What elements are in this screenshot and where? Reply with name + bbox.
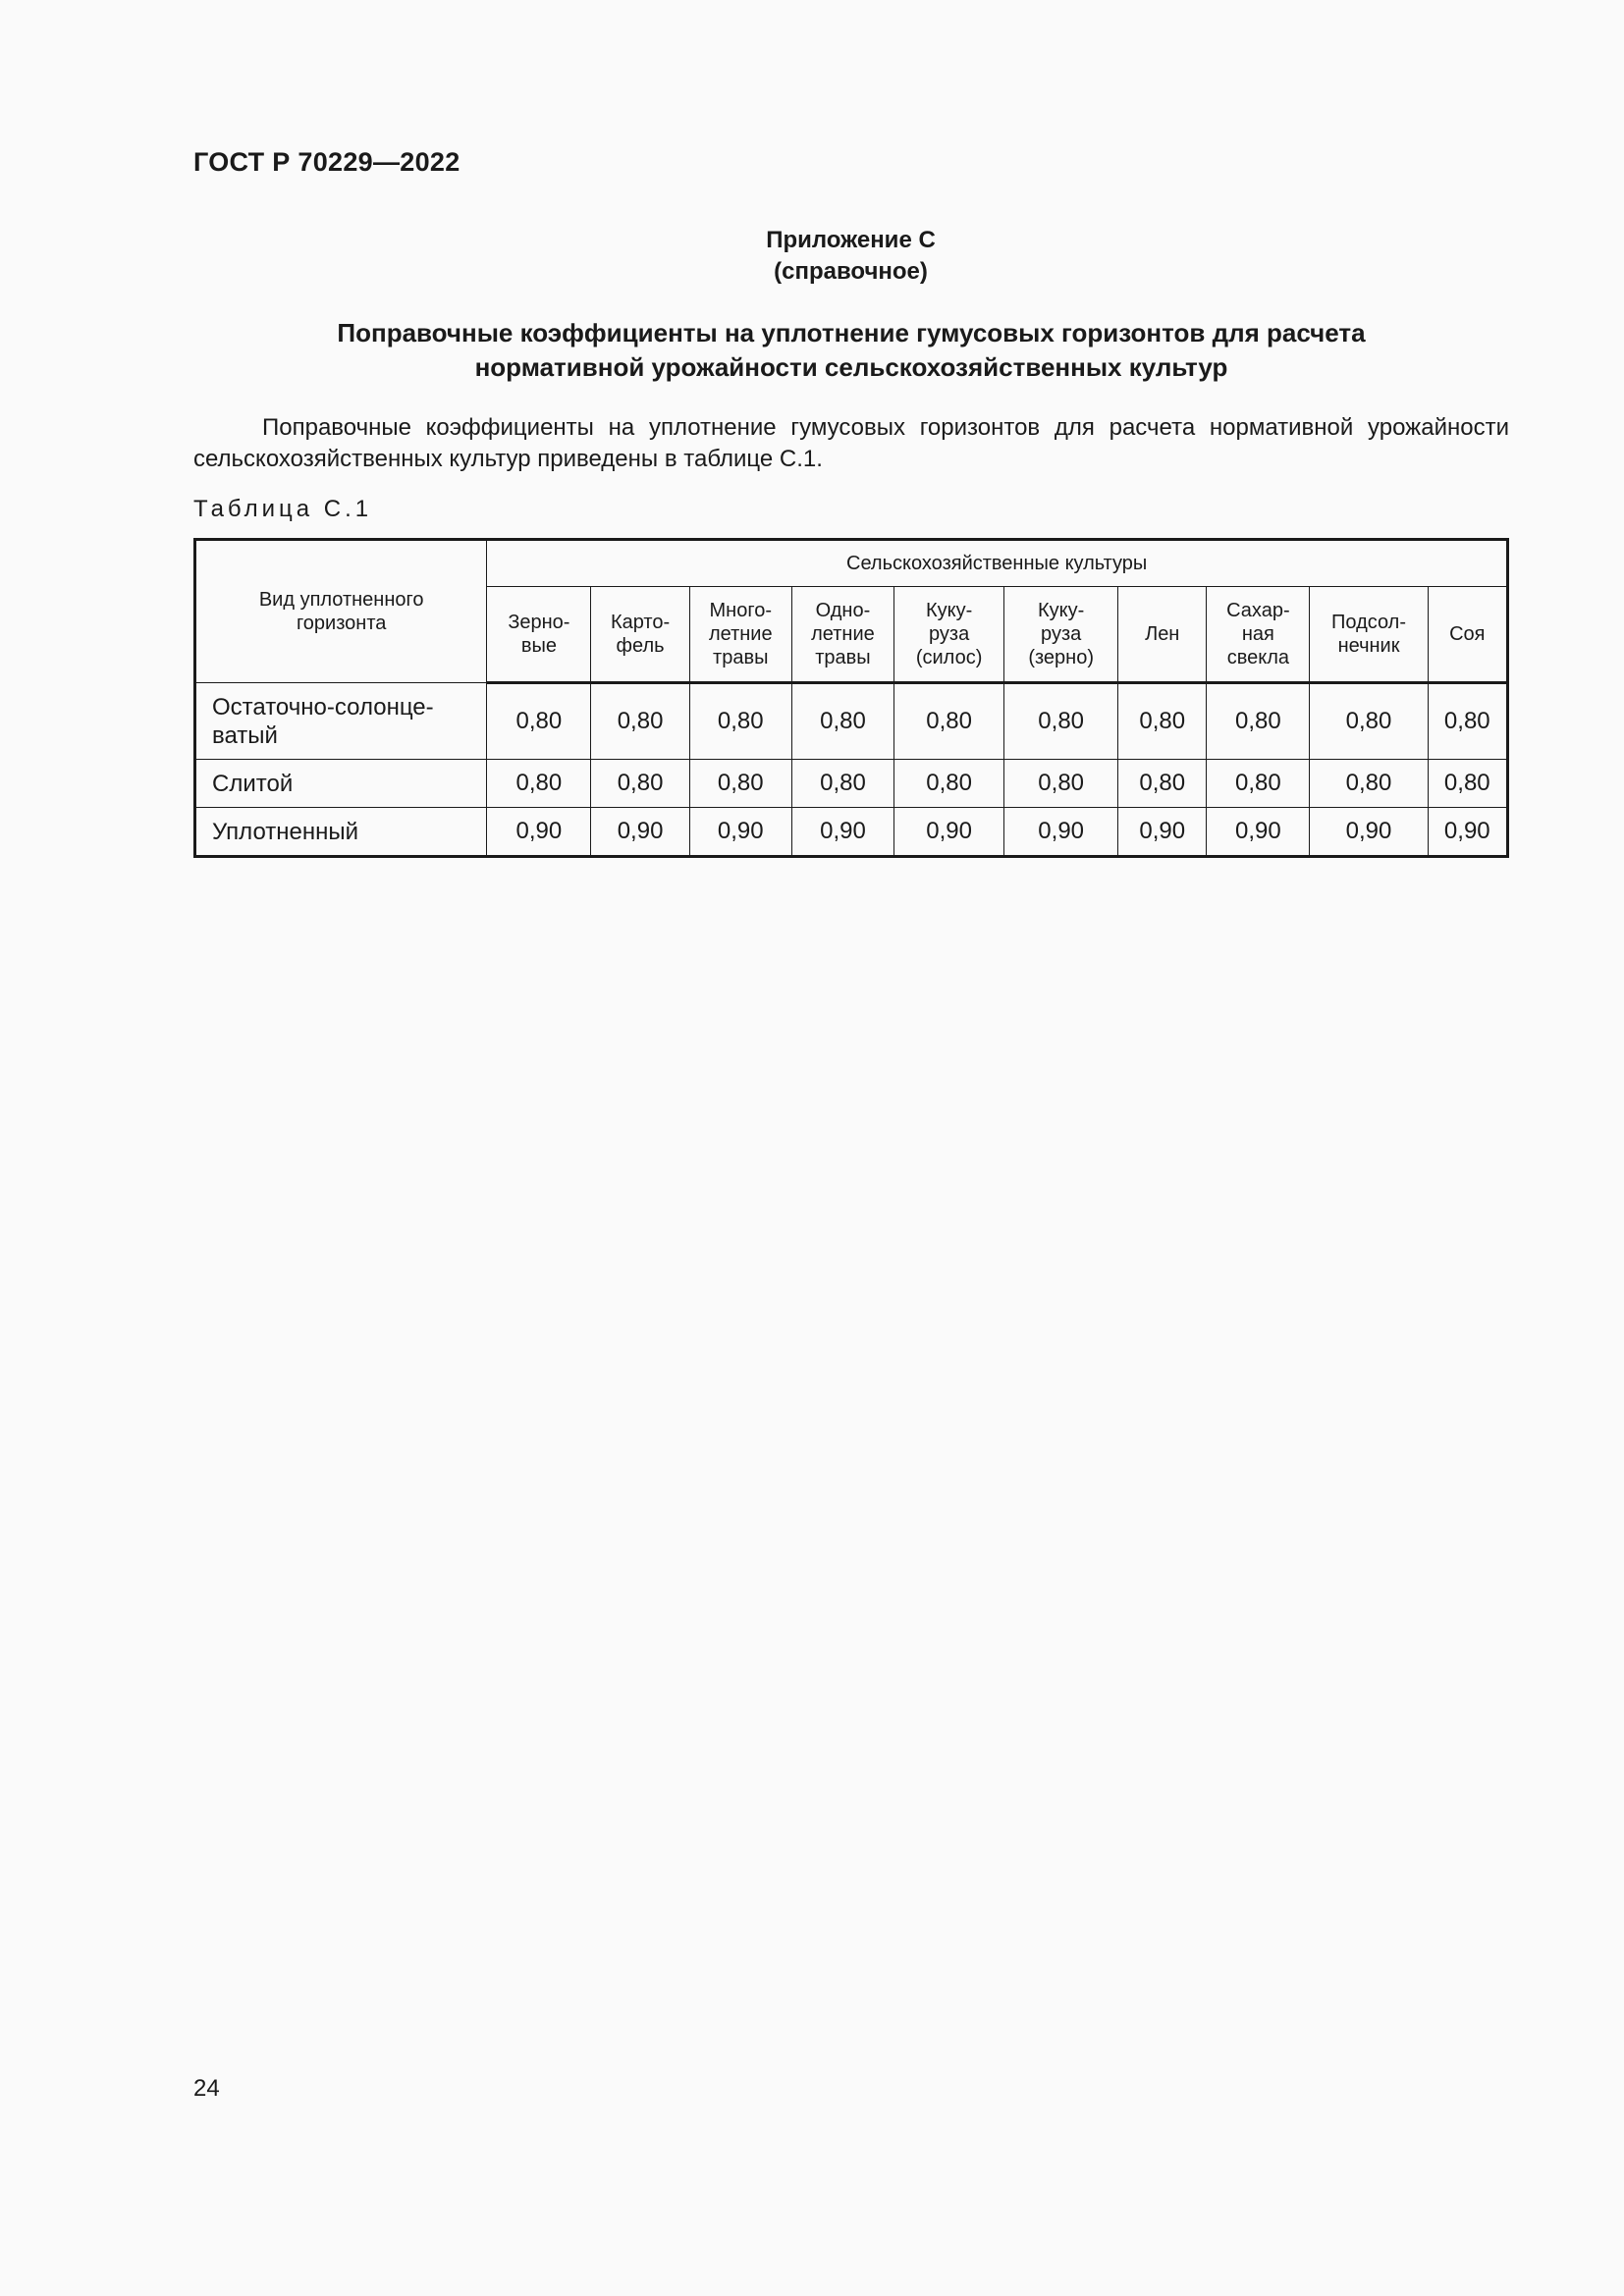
appendix-type: (справочное) xyxy=(774,258,928,285)
horizon-name-cell xyxy=(195,760,487,808)
coefficient-cell: 0,80 xyxy=(1310,760,1428,808)
column-header-line: (силос) xyxy=(915,647,983,668)
horizon-name-line: Остаточно-солонце- xyxy=(212,693,434,721)
page-number: 24 xyxy=(193,2075,220,2102)
appendix-title-line-1: Поправочные коэффициенты на уплотнение гумусовых горизонтов для расчета xyxy=(337,318,1366,347)
coefficient-cell: 0,80 xyxy=(591,760,689,808)
table-row xyxy=(195,808,1508,857)
horizon-name-line: ватый xyxy=(212,721,278,749)
coefficient-cell: 0,80 xyxy=(1118,760,1207,808)
coefficient-cell: 0,90 xyxy=(1118,808,1207,857)
appendix-title xyxy=(193,316,1509,385)
horizon-name-line: Слитой xyxy=(212,770,294,797)
column-header-line: руза xyxy=(1041,623,1082,645)
column-header-line: Карто- xyxy=(610,612,671,633)
coefficient-cell: 0,80 xyxy=(1118,683,1207,760)
coefficient-cell: 0,90 xyxy=(487,808,591,857)
row-header-cell xyxy=(195,540,487,683)
coefficient-cell: 0,90 xyxy=(591,808,689,857)
table-row xyxy=(195,760,1508,808)
coefficient-cell: 0,80 xyxy=(487,760,591,808)
column-header-line: Много- xyxy=(709,600,772,621)
column-header-line: ная xyxy=(1241,623,1274,645)
column-header-line: Одно- xyxy=(815,600,871,621)
coefficient-cell: 0,80 xyxy=(894,760,1004,808)
coefficients-table xyxy=(193,538,1509,858)
coefficient-cell: 0,80 xyxy=(1428,760,1507,808)
coefficient-cell: 0,80 xyxy=(1004,760,1118,808)
column-header-line: Куку- xyxy=(925,600,973,621)
column-header-line: вые xyxy=(520,635,557,657)
coefficient-cell: 0,90 xyxy=(791,808,893,857)
coefficient-cell: 0,80 xyxy=(689,683,791,760)
column-header-line: травы xyxy=(815,647,871,668)
column-header-line: руза xyxy=(929,623,970,645)
row-header-line: Вид уплотненного xyxy=(258,589,424,611)
coefficient-cell: 0,80 xyxy=(791,683,893,760)
coefficient-cell: 0,90 xyxy=(1207,808,1310,857)
column-header xyxy=(1428,587,1507,683)
coefficient-cell: 0,80 xyxy=(689,760,791,808)
table-caption: Таблица С.1 xyxy=(193,496,373,522)
coefficient-cell: 0,80 xyxy=(487,683,591,760)
coefficient-cell: 0,80 xyxy=(791,760,893,808)
column-header-line: свекла xyxy=(1226,647,1290,668)
column-header-line: Зерно- xyxy=(508,612,570,633)
appendix-label: Приложение С xyxy=(766,227,936,253)
column-header xyxy=(1004,587,1118,683)
column-header-line: Соя xyxy=(1449,623,1486,645)
coefficient-cell: 0,90 xyxy=(1310,808,1428,857)
coefficient-cell: 0,80 xyxy=(1207,683,1310,760)
coefficient-cell: 0,90 xyxy=(689,808,791,857)
crops-group-header: Сельскохозяйственные культуры xyxy=(487,540,1508,587)
coefficient-cell: 0,90 xyxy=(1004,808,1118,857)
coefficient-cell: 0,80 xyxy=(591,683,689,760)
column-header xyxy=(689,587,791,683)
table-row xyxy=(195,683,1508,760)
column-header-line: нечник xyxy=(1337,635,1400,657)
coefficient-cell: 0,90 xyxy=(894,808,1004,857)
column-header xyxy=(487,587,591,683)
coefficient-cell: 0,80 xyxy=(1310,683,1428,760)
coefficient-cell: 0,80 xyxy=(1428,683,1507,760)
coefficient-cell: 0,80 xyxy=(1207,760,1310,808)
horizon-name-cell xyxy=(195,808,487,857)
coefficient-cell: 0,80 xyxy=(894,683,1004,760)
horizon-name-cell xyxy=(195,683,487,760)
appendix-heading xyxy=(0,225,1624,288)
appendix-title-line-2: нормативной урожайности сельскохозяйственных культур xyxy=(474,352,1228,382)
horizon-name-line: Уплотненный xyxy=(212,818,359,845)
column-header xyxy=(894,587,1004,683)
column-header-line: Куку- xyxy=(1038,600,1085,621)
document-code: ГОСТ Р 70229—2022 xyxy=(193,147,460,177)
coefficient-cell: 0,90 xyxy=(1428,808,1507,857)
column-header-line: Сахар- xyxy=(1226,600,1290,621)
column-header-line: фель xyxy=(616,635,665,657)
column-header-line: летние xyxy=(708,623,773,645)
coefficient-cell: 0,80 xyxy=(1004,683,1118,760)
column-header xyxy=(591,587,689,683)
column-header-line: (зерно) xyxy=(1028,647,1094,668)
column-header xyxy=(1310,587,1428,683)
column-header-line: Лен xyxy=(1145,623,1180,645)
row-header-line: горизонта xyxy=(296,613,387,634)
column-header xyxy=(791,587,893,683)
column-header xyxy=(1207,587,1310,683)
column-header-line: травы xyxy=(713,647,769,668)
intro-paragraph: Поправочные коэффициенты на уплотнение гумусовых горизонтов для расчета нормативной урожайности сельскохозяйственных культур приведены в таблице С.1. xyxy=(193,414,1509,472)
column-header-line: летние xyxy=(811,623,875,645)
column-header xyxy=(1118,587,1207,683)
column-header-line: Подсол- xyxy=(1331,612,1406,633)
